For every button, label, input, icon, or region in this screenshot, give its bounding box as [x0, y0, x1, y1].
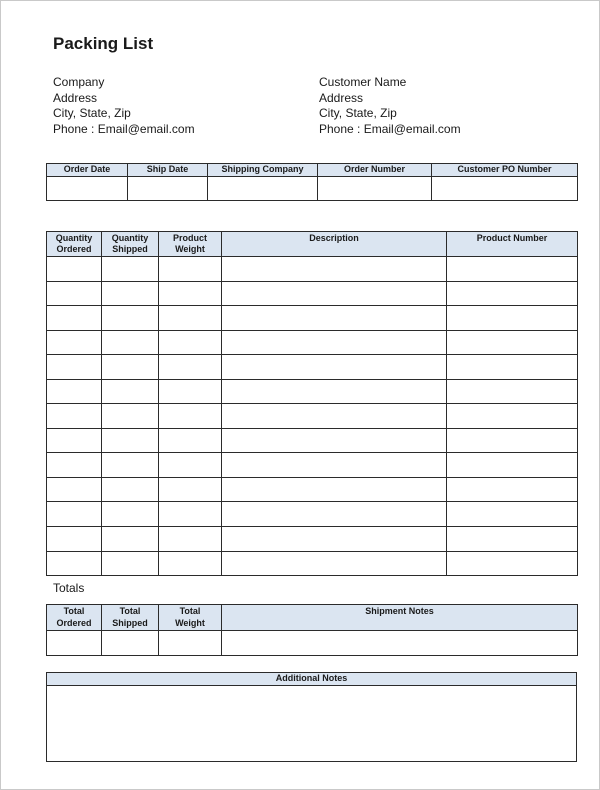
quantity-shipped-cell[interactable] — [102, 551, 159, 576]
product-number-cell[interactable] — [447, 453, 578, 478]
quantity-ordered-cell[interactable] — [47, 355, 102, 380]
quantity-ordered-cell[interactable] — [47, 306, 102, 331]
total-weight-cell[interactable] — [159, 631, 222, 656]
product-weight-cell[interactable] — [159, 477, 222, 502]
quantity-shipped-cell[interactable] — [102, 502, 159, 527]
totals-row — [47, 631, 578, 656]
product-weight-cell[interactable] — [159, 330, 222, 355]
quantity-shipped-cell[interactable] — [102, 281, 159, 306]
header-quantity-shipped-line2: Shipped — [112, 244, 148, 254]
quantity-shipped-cell[interactable] — [102, 453, 159, 478]
order-date-cell[interactable] — [47, 177, 128, 201]
description-cell[interactable] — [222, 379, 447, 404]
quantity-ordered-cell[interactable] — [47, 257, 102, 282]
quantity-shipped-cell[interactable] — [102, 257, 159, 282]
header-quantity-ordered-line1: Quantity — [55, 232, 93, 243]
quantity-shipped-cell[interactable] — [102, 477, 159, 502]
description-cell[interactable] — [222, 330, 447, 355]
description-cell[interactable] — [222, 257, 447, 282]
header-total-ordered-line2: Ordered — [56, 617, 92, 628]
quantity-ordered-cell[interactable] — [47, 477, 102, 502]
header-additional-notes: Additional Notes — [47, 673, 577, 686]
customer-name: Customer Name — [319, 75, 407, 89]
quantity-shipped-cell[interactable] — [102, 306, 159, 331]
product-weight-cell[interactable] — [159, 551, 222, 576]
table-row — [47, 379, 578, 404]
description-cell[interactable] — [222, 404, 447, 429]
ship-date-cell[interactable] — [128, 177, 208, 201]
description-cell[interactable] — [222, 551, 447, 576]
quantity-ordered-cell[interactable] — [47, 527, 102, 552]
table-row — [47, 330, 578, 355]
company-address: Address — [53, 90, 98, 105]
quantity-ordered-cell[interactable] — [47, 379, 102, 404]
product-number-cell[interactable] — [447, 428, 578, 453]
description-cell[interactable] — [222, 281, 447, 306]
customer-phone-email: Phone : Email@email.com — [319, 121, 461, 136]
customer-address-block — [319, 75, 461, 137]
quantity-ordered-cell[interactable] — [47, 428, 102, 453]
header-quantity-shipped — [102, 232, 159, 257]
product-number-cell[interactable] — [447, 281, 578, 306]
table-row — [47, 551, 578, 576]
product-weight-cell[interactable] — [159, 281, 222, 306]
quantity-shipped-cell[interactable] — [102, 527, 159, 552]
totals-table — [46, 604, 578, 656]
company-name: Company — [53, 75, 105, 89]
product-weight-cell[interactable] — [159, 404, 222, 429]
header-order-number: Order Number — [318, 164, 432, 177]
product-number-cell[interactable] — [447, 551, 578, 576]
company-address-block — [53, 75, 195, 137]
product-weight-cell[interactable] — [159, 527, 222, 552]
table-row — [47, 257, 578, 282]
description-cell[interactable] — [222, 477, 447, 502]
header-total-ordered — [47, 605, 102, 631]
table-row — [47, 527, 578, 552]
totals-label: Totals — [53, 581, 85, 595]
table-row — [47, 355, 578, 380]
product-weight-cell[interactable] — [159, 306, 222, 331]
header-total-ordered-line1: Total — [63, 606, 85, 616]
product-number-cell[interactable] — [447, 355, 578, 380]
company-phone-email: Phone : Email@email.com — [53, 121, 195, 136]
product-number-cell[interactable] — [447, 527, 578, 552]
quantity-shipped-cell[interactable] — [102, 404, 159, 429]
table-row — [47, 477, 578, 502]
quantity-ordered-cell[interactable] — [47, 453, 102, 478]
order-number-cell[interactable] — [318, 177, 432, 201]
header-customer-po-number: Customer PO Number — [432, 164, 578, 177]
order-info-row — [47, 177, 578, 201]
customer-po-number-cell[interactable] — [432, 177, 578, 201]
quantity-ordered-cell[interactable] — [47, 404, 102, 429]
table-row — [47, 502, 578, 527]
header-quantity-shipped-line1: Quantity — [111, 232, 149, 243]
header-ship-date: Ship Date — [128, 164, 208, 177]
header-order-date: Order Date — [47, 164, 128, 177]
total-shipped-cell[interactable] — [102, 631, 159, 656]
description-cell[interactable] — [222, 355, 447, 380]
items-table — [46, 231, 578, 576]
quantity-shipped-cell[interactable] — [102, 379, 159, 404]
product-number-cell[interactable] — [447, 257, 578, 282]
product-weight-cell[interactable] — [159, 502, 222, 527]
additional-notes-cell[interactable] — [47, 686, 577, 762]
product-number-cell[interactable] — [447, 379, 578, 404]
header-shipping-company: Shipping Company — [208, 164, 318, 177]
product-number-cell[interactable] — [447, 404, 578, 429]
header-product-number: Product Number — [447, 232, 578, 257]
header-product-weight-line1: Product — [172, 232, 207, 243]
table-row — [47, 281, 578, 306]
product-number-cell[interactable] — [447, 502, 578, 527]
order-info-table — [46, 163, 578, 201]
product-number-cell[interactable] — [447, 330, 578, 355]
shipment-notes-cell[interactable] — [222, 631, 578, 656]
description-cell[interactable] — [222, 428, 447, 453]
product-weight-cell[interactable] — [159, 257, 222, 282]
header-description: Description — [222, 232, 447, 257]
header-product-weight-line2: Weight — [175, 244, 205, 254]
header-quantity-ordered-line2: Ordered — [56, 244, 92, 254]
header-total-shipped-line2: Shipped — [112, 617, 148, 628]
description-cell[interactable] — [222, 306, 447, 331]
quantity-shipped-cell[interactable] — [102, 428, 159, 453]
product-weight-cell[interactable] — [159, 379, 222, 404]
product-weight-cell[interactable] — [159, 453, 222, 478]
total-ordered-cell[interactable] — [47, 631, 102, 656]
header-product-weight — [159, 232, 222, 257]
company-city-state-zip: City, State, Zip — [53, 106, 131, 120]
description-cell[interactable] — [222, 527, 447, 552]
quantity-shipped-cell[interactable] — [102, 330, 159, 355]
table-row — [47, 428, 578, 453]
quantity-ordered-cell[interactable] — [47, 281, 102, 306]
table-row — [47, 306, 578, 331]
product-number-cell[interactable] — [447, 477, 578, 502]
product-weight-cell[interactable] — [159, 355, 222, 380]
items-table-body — [47, 257, 578, 576]
page-title: Packing List — [53, 34, 154, 53]
additional-notes-table — [46, 672, 577, 762]
product-number-cell[interactable] — [447, 306, 578, 331]
description-cell[interactable] — [222, 453, 447, 478]
quantity-shipped-cell[interactable] — [102, 355, 159, 380]
header-total-shipped-line1: Total — [119, 606, 141, 616]
quantity-ordered-cell[interactable] — [47, 551, 102, 576]
header-total-weight-line2: Weight — [175, 617, 205, 628]
header-total-shipped — [102, 605, 159, 631]
header-total-weight — [159, 605, 222, 631]
product-weight-cell[interactable] — [159, 428, 222, 453]
quantity-ordered-cell[interactable] — [47, 330, 102, 355]
header-shipment-notes: Shipment Notes — [222, 605, 578, 631]
customer-address: Address — [319, 90, 364, 105]
table-row — [47, 404, 578, 429]
header-quantity-ordered — [47, 232, 102, 257]
header-total-weight-line1: Total — [179, 606, 201, 616]
quantity-ordered-cell[interactable] — [47, 502, 102, 527]
table-row — [47, 453, 578, 478]
shipping-company-cell[interactable] — [208, 177, 318, 201]
description-cell[interactable] — [222, 502, 447, 527]
customer-city-state-zip: City, State, Zip — [319, 106, 397, 120]
